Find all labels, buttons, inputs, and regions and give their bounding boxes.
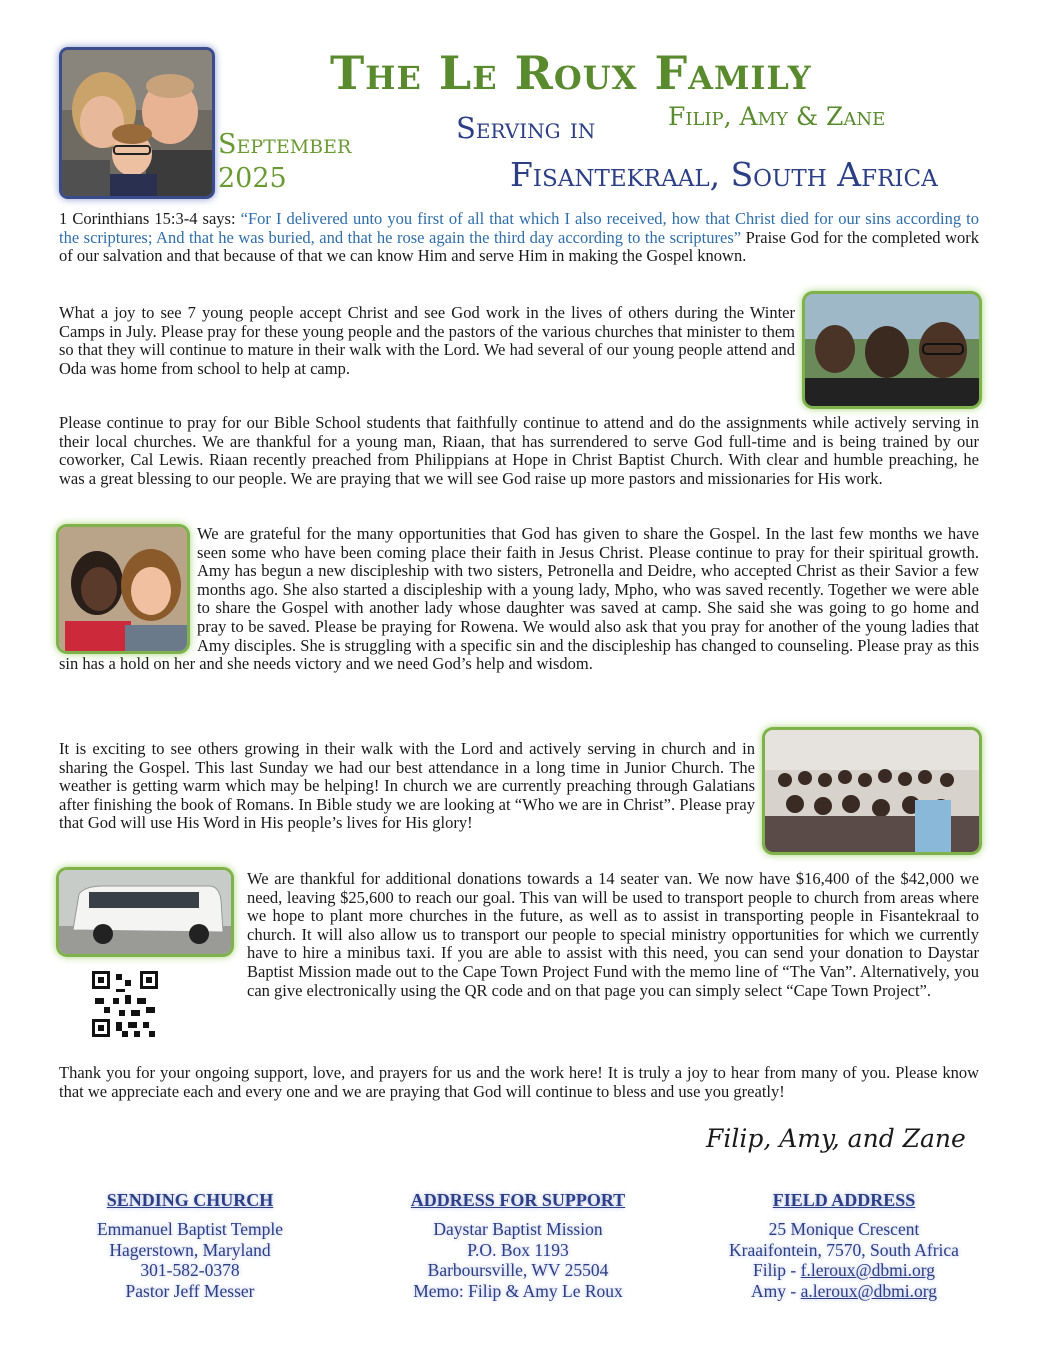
sending-church-line: 301-582-0378 (140, 1260, 240, 1280)
paragraph-verse (59, 210, 979, 266)
amy-email-line (684, 1281, 1004, 1302)
paragraph-growing (59, 740, 979, 852)
church-photo-image (765, 730, 979, 852)
paragraph-van-text: We are thankful for additional donations towards a 14 seater van. We now have $16,400 of the $42,000 we need, leaving $25,600 to reach our goal. This van will be used to transport people to church from areas where we hope to plant more churches in the future, as well as to assist in transporting people in Fisantekraal to church. It will also allow us to transport our people to special ministry opportunities for which we currently have to hire a minibus taxi. If you are able to assist with this need, you can send your donation to Daystar Baptist Mission made out to the Cape Town Project Fund with the memo line of “The Van”. Alternatively, you can give electronically using the QR code and on that page you can simply select “Cape Town Project”. (247, 869, 979, 1000)
support-address-heading: ADDRESS FOR SUPPORT (410, 1190, 626, 1210)
sending-church-block (30, 1190, 350, 1301)
qr-code-icon (89, 968, 161, 1040)
issue-year: 2025 (218, 162, 287, 194)
serving-label: Serving in (456, 111, 596, 145)
field-address-line: 25 Monique Crescent (768, 1219, 920, 1239)
support-address-line: P.O. Box 1193 (467, 1239, 569, 1260)
field-address-block (684, 1190, 1004, 1301)
filip-email-label: Filip - (752, 1260, 801, 1280)
sending-church-line: Hagerstown, Maryland (109, 1239, 271, 1260)
issue-date (218, 128, 351, 196)
verse-text: “For I delivered unto you first of all that which I also received, how that Christ died for our sins according to the scriptures; And that he was buried, and that he rose again the third day according to the scriptures” (59, 209, 980, 247)
field-address-heading: FIELD ADDRESS (772, 1190, 916, 1210)
camp-photo (805, 294, 979, 406)
church-photo (765, 730, 979, 852)
support-address-line: Barboursville, WV 25504 (427, 1260, 609, 1280)
signature: Filip, Amy, and Zane (706, 1124, 966, 1153)
sending-church-line: Emmanuel Baptist Temple (96, 1219, 284, 1239)
family-names: Filip, Amy & Zane (668, 102, 886, 131)
qr-code[interactable] (89, 968, 161, 1040)
van-photo-image (59, 870, 231, 954)
camp-photo-image (805, 294, 979, 406)
verse-reference: 1 Corinthians 15:3-4 says: (59, 209, 241, 228)
issue-month: September (218, 129, 352, 160)
amy-photo (59, 527, 187, 651)
amy-photo-image (59, 527, 187, 651)
paragraph-bible-school: Please continue to pray for our Bible School students that faithfully continue to attend and do the assignments while actively serving in their local churches. We are thankful for a young man, Riaan, that has surrendered to serve God full-time and is being trained by our coworker, Cal Lewis. Riaan recently preached from Philippians at Hope in Christ Baptist Church. With clear and humble preaching, he was a great blessing to our people. We are praying that we will see God raise up more pastors and missionaries for His work. (59, 413, 979, 488)
van-and-qr (59, 870, 237, 1030)
van-photo (59, 870, 231, 954)
sending-church-heading: SENDING CHURCH (106, 1190, 274, 1210)
paragraph-gospel-opportunities (59, 525, 979, 674)
family-photo-image (62, 50, 212, 196)
field-address-line: Kraaifontein, 7570, South Africa (729, 1239, 959, 1260)
support-address-line: Daystar Baptist Mission (433, 1219, 603, 1239)
sending-church-line: Pastor Jeff Messer (125, 1280, 255, 1301)
amy-email-link[interactable]: a.leroux@dbmi.org (800, 1280, 937, 1301)
paragraph-van (59, 870, 979, 1030)
serving-location: Fisantekraal, South Africa (510, 155, 938, 194)
paragraph-growing-text: It is exciting to see others growing in their walk with the Lord and actively serving in church and in sharing the Gospel. This last Sunday we had our best attendance in a long time in Junior Church. The weather is getting warm which may be helping! In church we are currently preaching through Galatians after finishing the book of Romans. In Bible study we are looking at “Who we are in Christ”. Please pray that God will use His Word in His people’s lives for His glory! (59, 739, 755, 833)
paragraph-winter-camps-text: What a joy to see 7 young people accept Christ and see God work in the lives of others during the Winter Camps in July. Please pray for these young people and the pastors of the various churches that minister to them so that they will continue to mature in their walk with the Lord. We had several of our young people attend and Oda was home from school to help at camp. (59, 303, 795, 378)
amy-email-label: Amy - (751, 1280, 801, 1301)
filip-email-line (684, 1260, 1004, 1281)
support-address-block (358, 1190, 678, 1301)
paragraph-gospel-opportunities-text: We are grateful for the many opportunities that God has given to share the Gospel. In the last few months we have seen some who have been coming place their faith in Jesus Christ. Please continue to pray for their spiritual growth. Amy has begun a new discipleship with two sisters, Petronella and Deidre, who accepted Christ as their Savior a few months ago. She also started a discipleship with a young lady, Mpho, who was saved recently. Together we were able to share the Gospel with another lady whose daughter was saved at camp. She said she was going to go home and pray to be saved. Please be praying for Rowena. We would also ask that you pray for another of the young ladies that Amy disciples. She is struggling with a specific sin and the discipleship has changed to counseling. Please pray as this sin has a hold on her and she needs victory and we need God’s help and wisdom. (59, 524, 979, 674)
verse-follow-up: Praise God for the completed work of our salvation and that because of that we can know Him and serve Him in making the Gospel known. (59, 227, 979, 266)
family-photo (62, 50, 212, 196)
filip-email-link[interactable]: f.leroux@dbmi.org (800, 1260, 936, 1280)
newsletter-title: The Le Roux Family (330, 46, 812, 100)
paragraph-winter-camps (59, 304, 979, 406)
paragraph-thank-you: Thank you for your ongoing support, love, and prayers for us and the work here! It is truly a joy to hear from many of you. Please know that we appreciate each and every one and we are praying that God will continue to bless and use you greatly! (59, 1063, 979, 1101)
support-address-line: Memo: Filip & Amy Le Roux (413, 1280, 623, 1301)
